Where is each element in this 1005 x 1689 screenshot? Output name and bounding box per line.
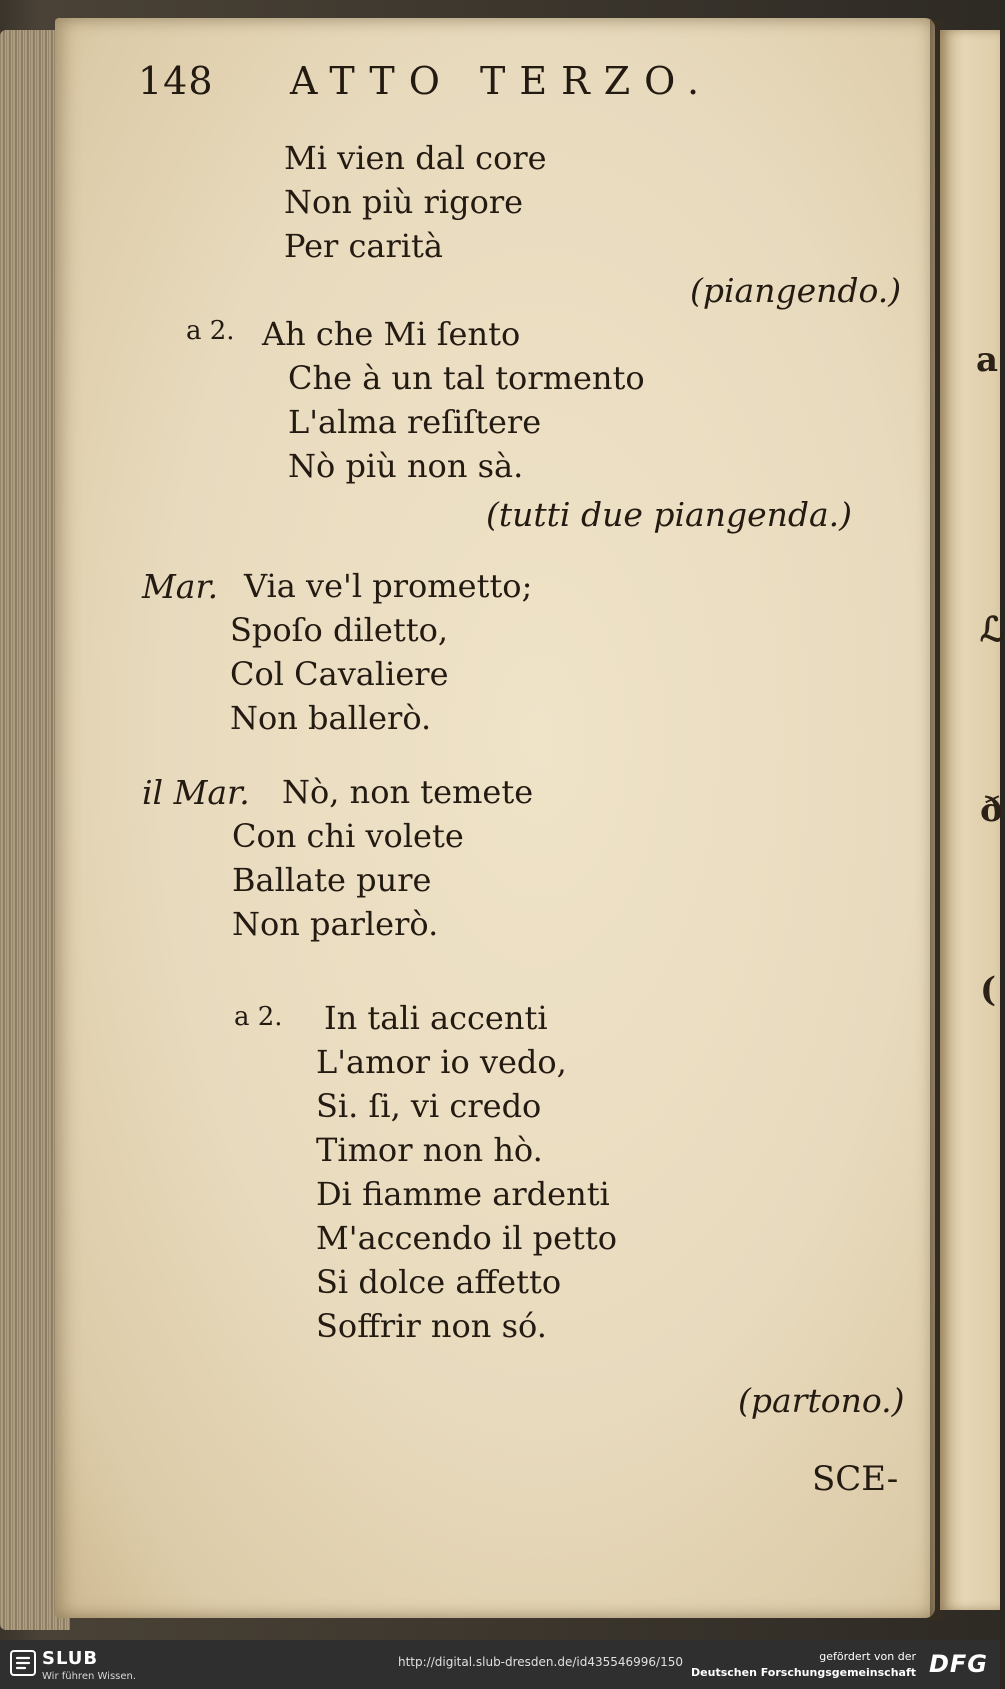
funder-name: Deutschen Forschungsgemeinschaft [691, 1666, 916, 1679]
verse-line: Si. ſi, vi credo [316, 1087, 542, 1125]
verse-line: Non più rigore [284, 183, 524, 221]
facing-page-glyph: ℒ [980, 610, 1005, 650]
facing-page-glyph: ( [980, 970, 997, 1010]
library-tagline: Wir führen Wissen. [42, 1671, 137, 1682]
verse-line: Timor non hò. [316, 1131, 543, 1169]
verse-line: Non parlerò. [232, 905, 439, 943]
stage-direction: (piangendo.) [690, 271, 902, 310]
verse-line: Spoſo diletto, [230, 611, 448, 649]
duet-marker: a 2. [234, 1002, 283, 1032]
catchword: SCE- [812, 1459, 899, 1499]
verse-line: M'accendo il petto [316, 1219, 617, 1257]
verse-line: L'alma reſiſtere [288, 403, 542, 441]
verse-line: Nò più non sà. [288, 447, 524, 485]
verse-line: Ballate pure [232, 861, 432, 899]
verse-line: Di fiamme ardenti [316, 1175, 610, 1213]
stage-direction: (partono.) [738, 1381, 905, 1420]
dfg-logo-icon: DFG [928, 1650, 988, 1678]
verse-line: Nò, non temete [282, 773, 534, 811]
verse-line: Non ballerò. [230, 699, 432, 737]
speaker-name: il Mar. [142, 773, 250, 812]
book-page [55, 18, 935, 1618]
slub-logo-icon [10, 1650, 36, 1676]
verse-line: Con chi volete [232, 817, 464, 855]
verse-line: In tali accenti [324, 999, 548, 1037]
facing-page-glyph: a [976, 340, 999, 380]
speaker-name: Mar. [142, 567, 219, 606]
verse-line: Per carità [284, 227, 443, 265]
verse-line: Mi vien dal core [284, 139, 547, 177]
stage-direction: (tutti due piangenda.) [486, 495, 853, 534]
verse-line: L'amor io vedo, [316, 1043, 567, 1081]
funded-by-label: gefördert von der [819, 1650, 916, 1663]
footer-bar [0, 1640, 1000, 1689]
running-head: ATTO TERZO. [290, 59, 714, 103]
verse-line: Che à un tal tormento [288, 359, 645, 397]
library-name: SLUB [42, 1648, 99, 1669]
duet-marker: a 2. [186, 316, 235, 346]
verse-line: Via ve'l prometto; [244, 567, 533, 605]
verse-line: Col Cavaliere [230, 655, 449, 693]
verse-line: Si dolce affetto [316, 1263, 562, 1301]
facing-page-glyph: ð [980, 790, 1003, 830]
permalink-link[interactable]: http://digital.slub-dresden.de/id435546996/150 [398, 1655, 684, 1669]
page-number: 148 [138, 59, 214, 103]
verse-line: Ah che Mi ſento [262, 315, 521, 353]
verse-line: Soffrir non só. [316, 1307, 547, 1345]
